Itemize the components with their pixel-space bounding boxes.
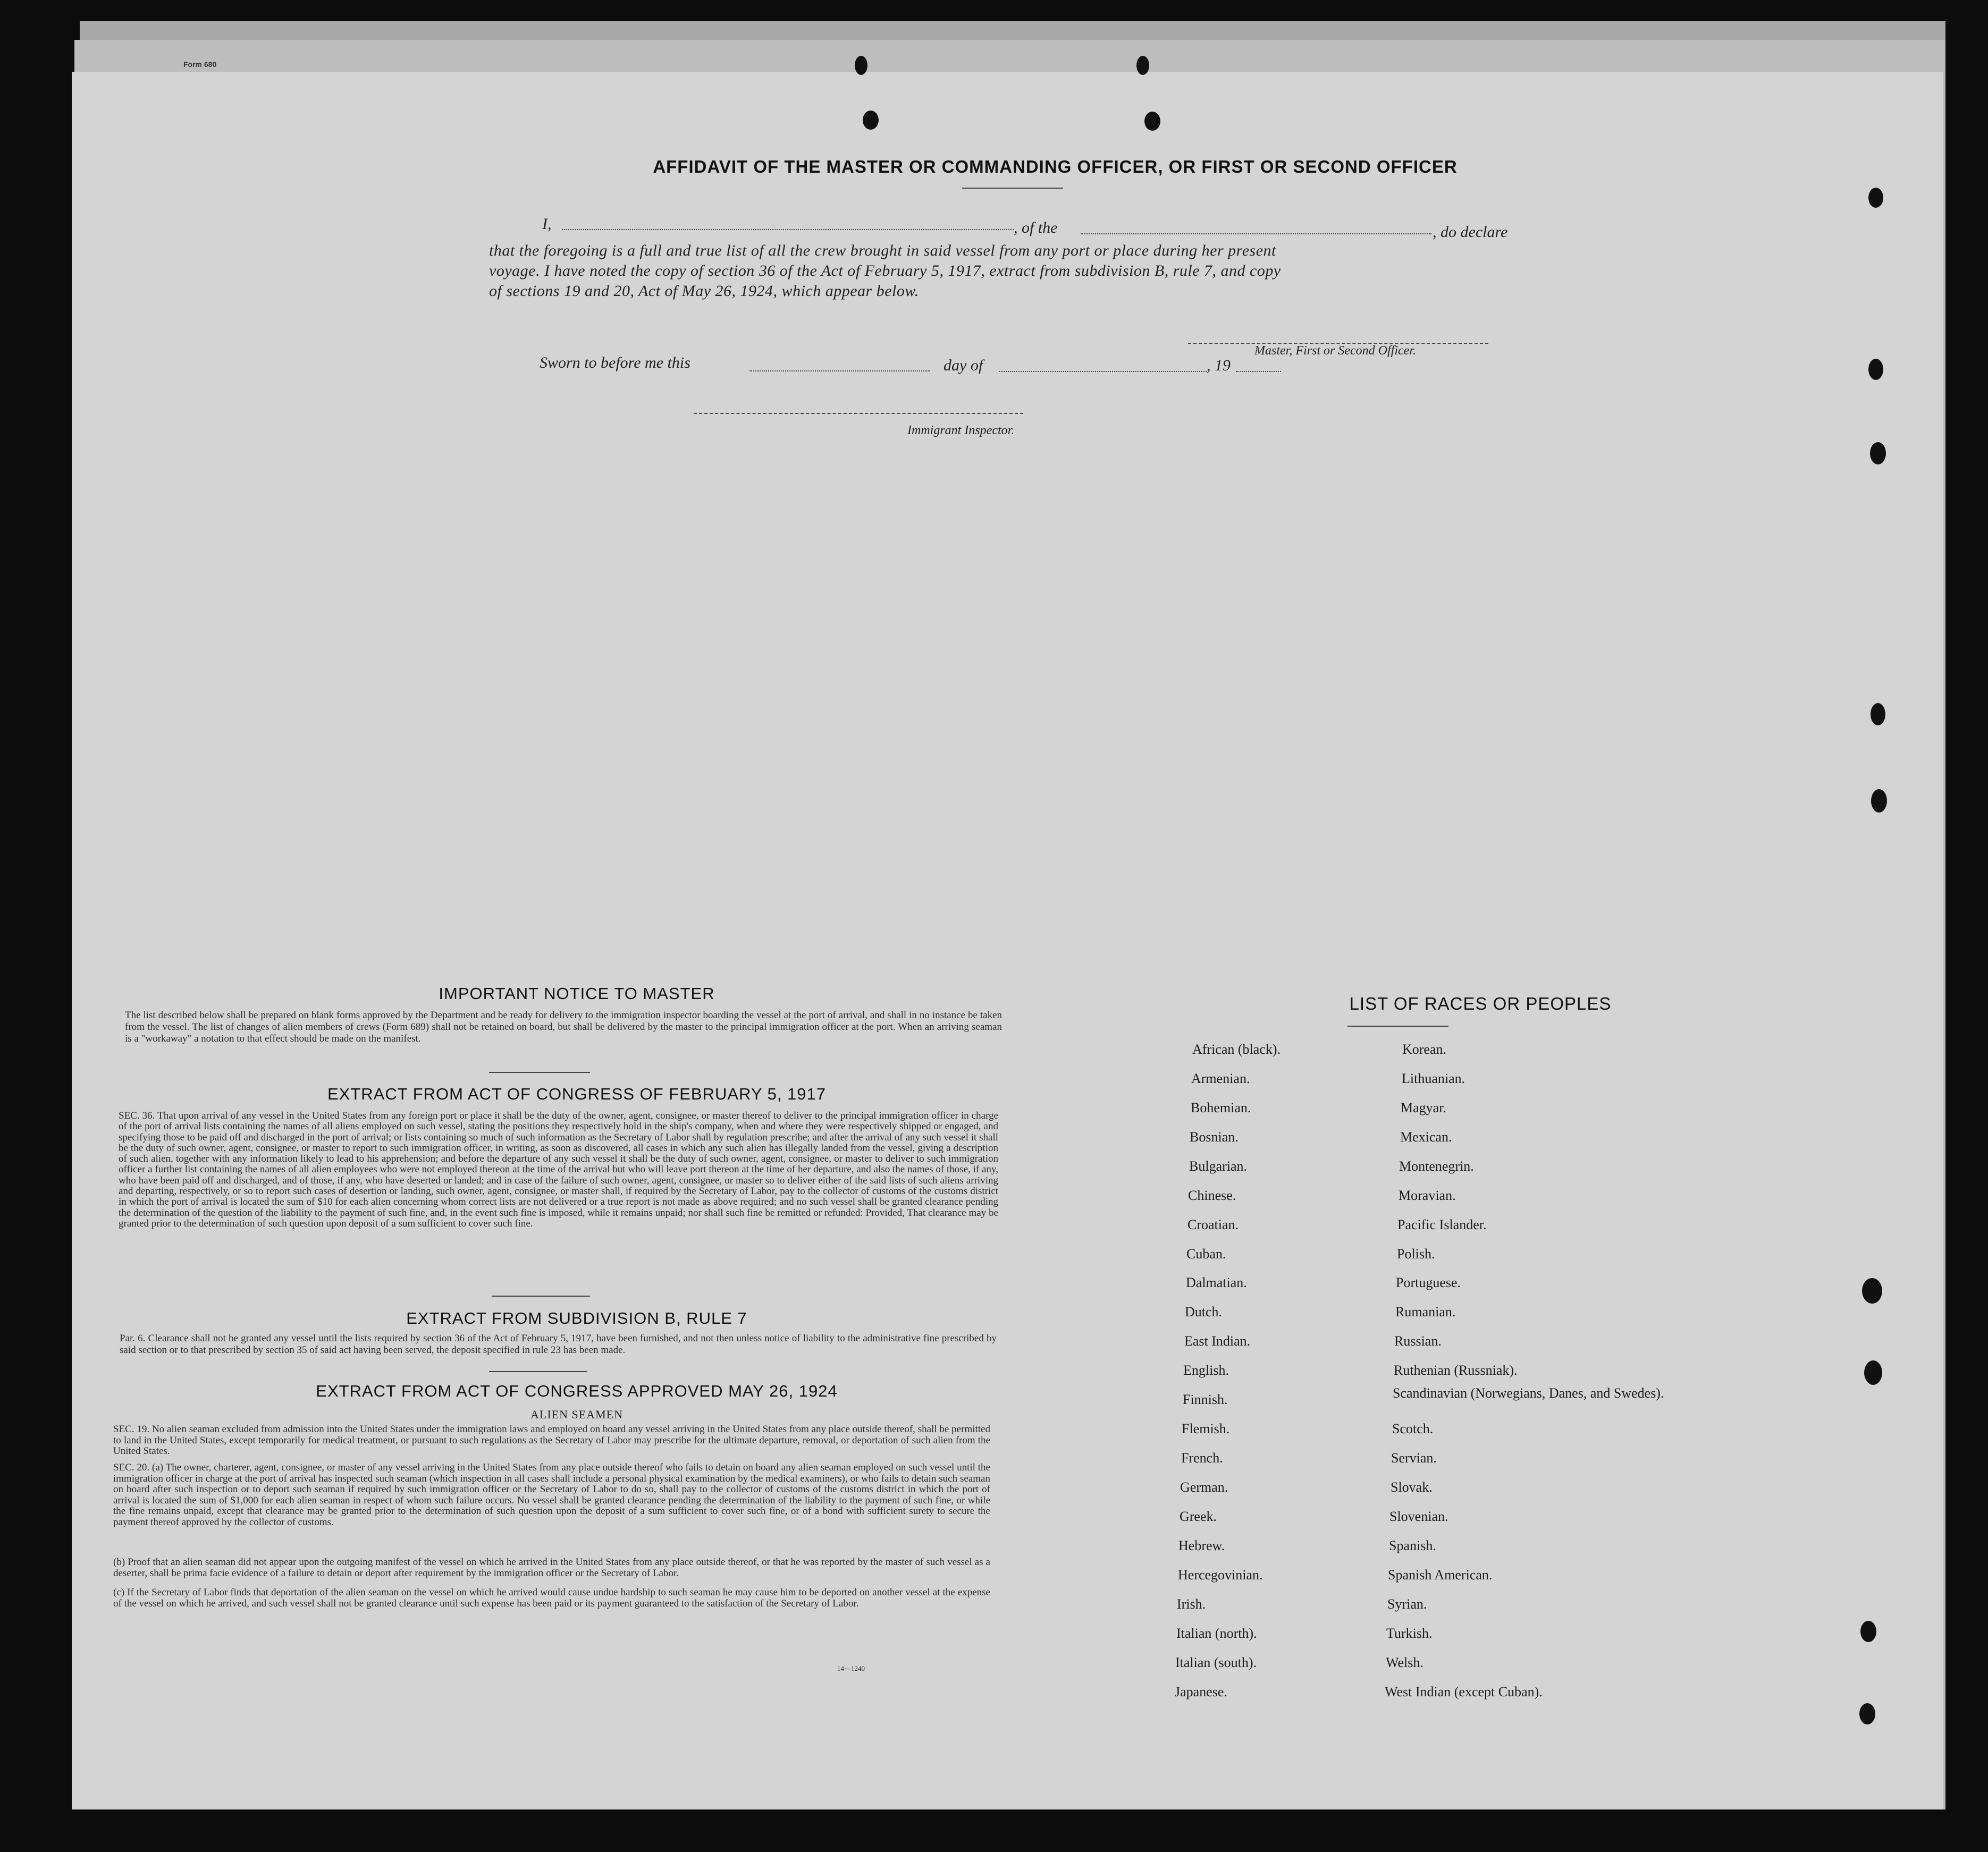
inspector-label: Immigrant Inspector. [907,424,1015,437]
race-item: Italian (north). [1176,1626,1257,1641]
punch-hole [1870,442,1886,464]
race-item: Chinese. [1188,1188,1236,1203]
races-title: LIST OF RACES OR PEOPLES [1349,994,1612,1013]
sec-20a-body: SEC. 20. (a) The owner, charterer, agent, consignee, or master of any vessel arriving in the United States from any place outside thereof who fails to detain on board any alien seaman employed on such vessel until the immigration officer in charge at the port of arrival has inspected such seaman (which inspection in all cases shall include a personal physical examination by the medical examiners), or who fails to detain such seaman on board after such inspection or to deport such seaman if required by such immigration officer or the Secretary of Labor to do so, shall pay to the collector of customs of the customs district in which the port of arrival is located the sum of $1,000 for each alien seaman in respect of whom such failure occurs. No vessel shall be granted clearance pending the determination of the liability to the payment of such fine, or while the fine remains unpaid, except that clearance may be granted prior to the determination of such question upon the deposit of a sum sufficient to cover such fine, or of a bond with sufficient surety to secure the payment thereof approved by the collector of customs. [113,1462,990,1528]
race-item: African (black). [1192,1042,1281,1057]
affidavit-line-2: voyage. I have noted the copy of section 36 of the Act of February 5, 1917, extract from subdivision B, rule 7, and copy [489,262,1281,280]
race-item: Hebrew. [1178,1538,1225,1553]
year-prefix-label: , 19 [1207,357,1231,374]
punch-hole [1871,789,1887,813]
print-code: 14—1240 [837,1664,865,1672]
affiant-prefix: I, [542,215,552,233]
sworn-year-field[interactable] [1236,371,1281,372]
notice-body: The list described below shall be prepared on blank forms approved by the Department and be ready for delivery to the immigration inspector boarding the vessel at the port of arrival, and shall in no instance be taken from the vessel. The list of changes of alien members of crews (Form 689) shall not be retained on board, but shall be delivered by the master to the principal immigration officer at the port. When an arriving seaman is a "workaway" a notation to that effect should be made on the manifest. [125,1010,1002,1044]
race-item: Pacific Islander. [1397,1217,1487,1232]
punch-hole [1859,1703,1875,1724]
affidavit-title: AFFIDAVIT OF THE MASTER OR COMMANDING OFFICER, OR FIRST OR SECOND OFFICER [653,157,1458,176]
punch-hole [855,56,867,75]
notice-divider [489,1072,590,1073]
master-signature-label: Master, First or Second Officer. [1254,344,1416,358]
race-item: Russian. [1394,1333,1442,1349]
vessel-name-field[interactable] [1081,233,1431,234]
race-item: Japanese. [1175,1684,1227,1699]
sec-20b-body: (b) Proof that an alien seaman did not appear upon the outgoing manifest of the vessel on which he arrived in the United States from any place outside thereof, or that he was reported by the master of such vessel as a deserter, shall be prima facie evidence of a failure to detain or deport after requirement by the immigration officer or the Secretary of Labor. [113,1557,990,1579]
day-of-label: day of [944,357,983,374]
affiant-name-field[interactable] [562,229,1014,230]
extract-1924-subtitle: ALIEN SEAMEN [530,1408,623,1421]
of-the-label: , of the [1014,219,1058,236]
race-item: Slovak. [1391,1479,1433,1495]
rule7-body: Par. 6. Clearance shall not be granted any vessel until the lists required by section 36 of the Act of February 5, 1917, have been furnished, and not then unless notice of liability to the administrative fine prescribed by said section or to that prescribed by section 35 of said act having been served, the deposit specified in rule 23 has been made. [120,1333,997,1356]
punch-hole [1868,188,1883,208]
title-divider [962,188,1063,189]
sec-20c-body: (c) If the Secretary of Labor finds that deportation of the alien seaman on the vessel on which he arrived would cause undue hardship to such seaman he may cause him to be deported on another vessel at the expense of the vessel on which he arrived, and such vessel shall not be granted clearance until such expense has been paid or its payment guaranteed to the satisfaction of the Secretary of Labor. [113,1587,990,1609]
race-item: Rumanian. [1395,1304,1456,1320]
race-item: Greek. [1180,1509,1217,1524]
race-item: Irish. [1177,1596,1206,1612]
extract-1924-title: EXTRACT FROM ACT OF CONGRESS APPROVED MAY 26, 1924 [316,1382,838,1400]
sec-19-body: SEC. 19. No alien seaman excluded from admission into the United States under the immigration laws and employed on board any vessel arriving in the United States from any place outside thereof, shall be permitted to land in the United States, except temporarily for medical treatment, or pursuant to such regulations as the Secretary of Labor may prescribe for the ultimate departure, removal, or deportation of such alien from the United States. [113,1424,990,1457]
race-item: Flemish. [1182,1421,1230,1436]
punch-hole [863,111,879,130]
race-item: Spanish American. [1388,1567,1493,1583]
race-item: Finnish. [1183,1392,1228,1407]
extract-1917-divider [492,1296,590,1297]
race-item: Hercegovinian. [1178,1567,1263,1583]
sworn-label: Sworn to before me this [540,354,690,371]
race-item: Scandinavian (Norwegians, Danes, and Swedes). [1393,1385,1664,1401]
punch-hole [1868,359,1883,380]
race-item: Servian. [1391,1450,1437,1466]
race-item: Syrian. [1387,1596,1427,1612]
race-item: Polish. [1397,1246,1435,1262]
notice-title: IMPORTANT NOTICE TO MASTER [439,984,715,1003]
extract-1917-title: EXTRACT FROM ACT OF CONGRESS OF FEBRUARY 5, 1917 [327,1085,827,1103]
race-item: Moravian. [1399,1188,1456,1203]
race-item: Bulgarian. [1189,1158,1248,1174]
punch-hole [1871,703,1885,725]
race-item: Armenian. [1191,1071,1250,1086]
race-item: Ruthenian (Russniak). [1394,1363,1518,1378]
punch-hole [1144,112,1160,131]
race-item: Italian (south). [1175,1655,1257,1670]
do-declare-label: , do declare [1433,223,1508,241]
punch-hole [1864,1360,1882,1385]
races-divider [1347,1026,1448,1027]
affidavit-line-3: of sections 19 and 20, Act of May 26, 1924, which appear below. [489,282,919,300]
sworn-day-field[interactable] [749,370,930,371]
race-item: Dutch. [1185,1304,1223,1320]
race-item: Scotch. [1392,1421,1434,1436]
race-item: French. [1181,1450,1223,1466]
inspector-signature-field[interactable] [694,413,1023,414]
race-item: Portuguese. [1396,1275,1461,1290]
form-number: Form 680 [183,60,217,69]
affidavit-line-1: that the foregoing is a full and true list of all the crew brought in said vessel from any port or place during her present [489,242,1276,259]
race-item: East Indian. [1184,1333,1251,1349]
extract-1917-body: SEC. 36. That upon arrival of any vessel in the United States from any foreign port or place it shall be the duty of the owner, agent, consignee, or master thereof to deliver to the principal immigration officer in charge of the port of arrival lists containing the names of all aliens employed on such vessel, stating the positions they respectively hold in the ship's company, when and where they were respectively shipped or engaged, and specifying those to be paid off and discharged in the port of arrival; or lists containing so much of such information as the Secretary of Labor shall by regulation prescribe; and after the arrival of any such vessel it shall be the duty of such owner, agent, consignee, or master to report to such immigration officer, in writing, as soon as discovered, all cases in which any such alien has illegally landed from the vessel, giving a description of such alien, together with any information likely to lead to his apprehension; and before the departure of any such vessel it shall be the duty of such owner, agent, consignee, or master to deliver to such immigration officer a further list containing the names of all alien employees who were not employed thereon at the time of the arrival but who will leave port thereon at the time of her departure, and also the names of those, if any, who have been paid off and discharged, and of those, if any, who have deserted or landed; and in case of the failure of such owner, agent, consignee, or master so to deliver either of the said lists of such aliens arriving and departing, respectively, or so to report such cases of desertion or landing, such owner, agent, consignee, or master shall, if required by the Secretary of Labor, pay to the collector of customs of the customs district in which the port of arrival is located the sum of $10 for each alien concerning whom correct lists are not delivered or a true report is not made as above required; and no such vessel shall be granted clearance pending the determination of the question of the liability to the payment of such fine, and, in the event such fine is imposed, while it remains unpaid; nor shall such fine be remitted or refunded: Provided, That clearance may be granted prior to the determination of such question upon deposit of a sum sufficient to cover such fine. [119,1110,998,1229]
race-item: English. [1183,1363,1229,1378]
race-item: Cuban. [1186,1246,1226,1262]
sworn-month-field[interactable] [999,371,1207,372]
race-item: Lithuanian. [1402,1071,1465,1086]
race-item: Bohemian. [1191,1100,1251,1115]
race-item: Spanish. [1389,1538,1436,1553]
race-item: Welsh. [1386,1655,1423,1670]
race-item: West Indian (except Cuban). [1385,1684,1543,1699]
rule7-divider [489,1371,587,1372]
race-item: Magyar. [1401,1100,1446,1115]
punch-hole [1862,1278,1882,1304]
race-item: Montenegrin. [1399,1158,1474,1174]
race-item: Dalmatian. [1186,1275,1247,1290]
punch-hole [1136,56,1149,75]
race-item: Turkish. [1386,1626,1433,1641]
race-item: Slovenian. [1389,1509,1448,1524]
race-item: Bosnian. [1190,1129,1239,1145]
rule7-title: EXTRACT FROM SUBDIVISION B, RULE 7 [406,1309,747,1327]
race-item: Croatian. [1187,1217,1239,1232]
form-page [72,60,1943,1809]
race-item: Korean. [1402,1042,1447,1057]
race-item: German. [1180,1479,1228,1495]
punch-hole [1860,1621,1876,1642]
race-item: Mexican. [1400,1129,1452,1145]
